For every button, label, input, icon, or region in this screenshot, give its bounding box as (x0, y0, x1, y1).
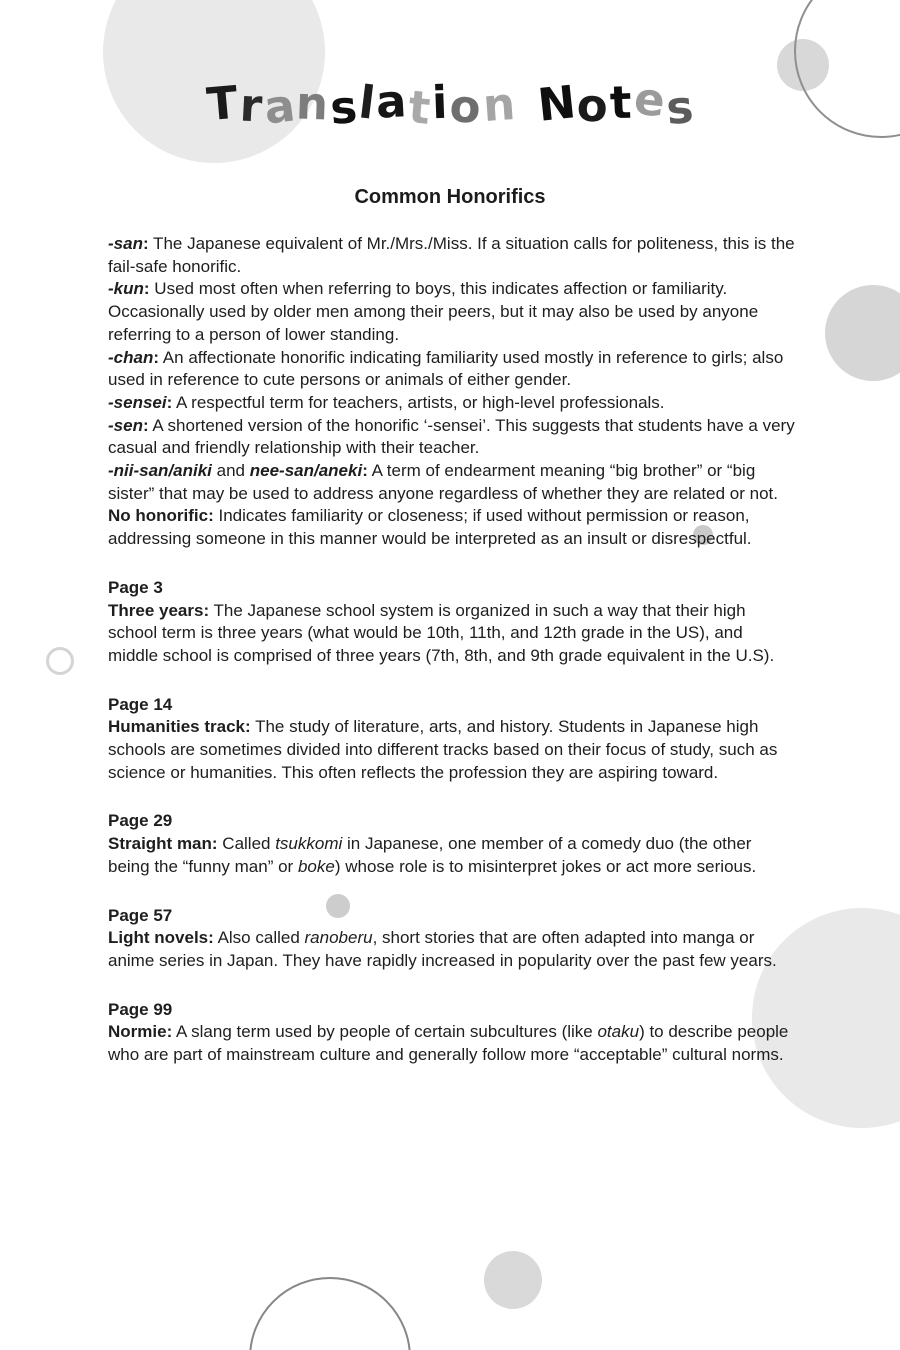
note-body (108, 927, 796, 972)
title-letter: s (664, 79, 696, 136)
text-segment: -sen (108, 415, 143, 435)
text-segment: Also called (213, 928, 305, 948)
text-segment: : (142, 234, 149, 253)
text-segment: No honorific: (108, 506, 214, 526)
note-section (108, 694, 796, 785)
text-segment: A slang term used by people of certain subcultures (like (172, 1022, 598, 1042)
title-letter: n (480, 76, 517, 133)
title-letter: n (295, 76, 330, 131)
text-segment: Indicates familiarity or closeness; if used without permission or reason, addressing someone in this manner would be interpreted as an insult or disrespectful. (108, 506, 752, 549)
honorific-entry (108, 392, 796, 415)
note-page-label: Page 3 (108, 577, 163, 597)
text-segment: -sensei (108, 392, 167, 412)
text-segment: in Japanese, one member of a comedy duo (the other being the “funny man” or (108, 834, 752, 876)
text-segment: Straight man: (108, 834, 218, 854)
text-segment: : (143, 279, 150, 299)
note-page-label: Page 14 (108, 694, 173, 714)
note-section (108, 905, 796, 973)
decor-circle-bottom (484, 1251, 542, 1309)
text-segment: tsukkomi (275, 834, 343, 854)
text-segment: nee-san/aneki (249, 461, 363, 481)
note-body (108, 833, 796, 878)
page-title (0, 71, 900, 136)
text-segment: ) to describe people who are part of mainstream culture and generally follow more “acceptable” cultural norms. (108, 1022, 789, 1065)
honorific-entry (108, 505, 796, 550)
text-segment: : (153, 347, 160, 367)
decor-ring-bottom (249, 1277, 411, 1350)
note-page-label: Page 29 (108, 811, 173, 831)
title-letter: a (260, 78, 298, 135)
title-letter: t (609, 75, 633, 130)
note-body (108, 1021, 796, 1066)
text-segment: Normie: (108, 1022, 173, 1042)
honorific-entry (108, 460, 796, 505)
honorific-entry (108, 347, 796, 392)
text-segment: An affectionate honorific indicating familiarity used mostly in reference to girls; also used in reference to cute persons or animals of either gender. (108, 347, 784, 390)
text-segment: A shortened version of the honorific ‘-sensei’. This suggests that students have a very casual and friendly relationship with their teacher. (108, 415, 795, 458)
text-segment: : (142, 415, 149, 435)
note-page-label: Page 57 (108, 905, 173, 925)
title-letter: o (447, 78, 483, 135)
honorific-entry (108, 233, 796, 278)
section-heading: Common Honorifics (354, 186, 546, 208)
note-body (108, 716, 796, 784)
title-letter: t (406, 80, 433, 135)
title-letter: o (575, 78, 610, 133)
decor-circle-right-middle (825, 285, 900, 381)
text-segment: and (211, 461, 250, 481)
title-letter: s (328, 80, 360, 135)
note-section (108, 810, 796, 878)
title-letter: a (374, 74, 409, 129)
text-segment: The Japanese equivalent of Mr./Mrs./Miss. If a situation calls for politeness, this is the fail-safe honorific. (108, 234, 795, 276)
title-letter: N (534, 75, 578, 132)
note-section (108, 999, 796, 1067)
note-page-label: Page 99 (108, 999, 173, 1019)
text-segment: -kun (108, 279, 144, 299)
note-body (108, 600, 796, 668)
page-content (108, 233, 796, 1067)
title-letter: r (238, 78, 264, 133)
text-segment: The study of literature, arts, and history. Students in Japanese high schools are sometimes divided into different tracks based on their focus of study, such as science or humanities. This often reflects the profession they are aspiring toward. (108, 717, 778, 782)
note-section (108, 577, 796, 668)
text-segment: boke (297, 856, 335, 876)
text-segment: A term of endearment meaning “big brother” or “big sister” that may be used to address anyone regardless of whether they are related or not. (108, 461, 778, 503)
text-segment: -nii-san/aniki (108, 461, 212, 481)
text-segment: : (166, 392, 173, 412)
title-letter: T (204, 75, 240, 132)
decor-ring-left (46, 647, 74, 675)
text-segment: -chan (108, 347, 154, 367)
text-segment: -san (108, 234, 143, 253)
title-letter: l (355, 75, 378, 130)
title-letter: e (631, 71, 668, 128)
honorific-entry (108, 278, 796, 346)
text-segment: A respectful term for teachers, artists, or high-level professionals. (172, 392, 665, 412)
text-segment: Humanities track: (108, 717, 251, 737)
honorific-entry (108, 415, 796, 460)
text-segment: : (362, 461, 368, 481)
text-segment: ) whose role is to misinterpret jokes or act more serious. (334, 856, 757, 876)
text-segment: The Japanese school system is organized in such a way that their high school term is three years (what would be 10th, 11th, and 12th grade in the US), and middle school is comprised of three years (7th, 8th, and 9th grade equivalent in the U.S). (108, 600, 775, 665)
text-segment: ranoberu (304, 928, 373, 948)
text-segment: otaku (597, 1022, 640, 1042)
title-letter: i (431, 75, 449, 130)
text-segment: Called (217, 834, 276, 854)
text-segment: Three years: (108, 600, 210, 620)
text-segment: Light novels: (108, 928, 214, 948)
text-segment: , short stories that are often adapted into manga or anime series in Japan. They have rapidly increased in popularity over the past few years. (108, 928, 777, 970)
honorifics-list (108, 233, 796, 551)
text-segment: Used most often when referring to boys, this indicates affection or familiarity. Occasionally used by older men among their peers, but it may also be used by anyone referring to a person of lower standing. (108, 279, 759, 344)
page-notes (108, 577, 796, 1067)
